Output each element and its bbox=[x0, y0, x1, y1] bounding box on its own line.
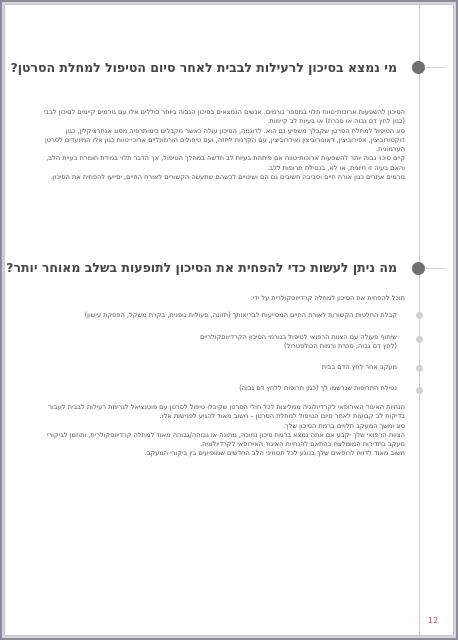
section2-body bbox=[41, 403, 405, 459]
margin-rule bbox=[419, 5, 420, 635]
paragraph: סוג ומשך המעקב תלויים ברמת הסיכון שלך. bbox=[282, 421, 405, 430]
bullet-line: (לחץ דם גבוה, סכרת ורמות הכולסטרול) bbox=[283, 342, 397, 351]
bullet-item-2 bbox=[200, 333, 397, 352]
bullet-marker bbox=[416, 336, 423, 343]
paragraph: הנחיות האיגוד האירופאי לקרדיולוגיה ממליצות לכל חולי הסרטן שקיבלו טיפול לסרטן עם פוטנציאל לגרימת רעילות לבבית לעבור בדיקות לב קבועות לאחר סיום הטיפול למחלת הסרטן – חשוב מאוד להגיע לפגישות אלו. bbox=[48, 403, 405, 421]
bullet-item-4: נטילת התרופות שנרשמו לך (כגון תרופות ללחץ דם גבוה) bbox=[239, 384, 397, 392]
bullet-line: שיתוף פעולה עם הצוות הרפואי לטיפול בגורמי הסיכון הקרדיווסקולריים bbox=[199, 333, 397, 341]
section2-lead: תוכל להפחית את הסיכון למחלה קרדיווסקולרית על ידי: bbox=[250, 294, 405, 302]
bullet-marker bbox=[416, 365, 423, 372]
paragraph: הסיכון להשפעות ארוכות-טווח תלוי במספר גורמים. אנשים הנמצאים בסיכון הגבוה ביותר כוללים אלו עם גורמים קיימים לסיכון לבבי (כגון לחץ דם גבוה או סכרת) או בעיות לב קיימות. bbox=[43, 108, 405, 126]
bullet-marker bbox=[416, 387, 423, 394]
paragraph: חשוב מאוד לדווח לרופאים שלך בנוגע לכל תסמיני הלב החדשים שמופיעים בין ביקורי המעקב. bbox=[144, 449, 405, 458]
paragraph: סוג הטיפול למחלת הסרטן שקבלך משפיע גם הוא. לדוגמה, הסיכון עולה כאשר מקבלים כימותרפיה מסוג אנתרציקלין, כגון דוקסורוביצין, אפירוביצין, דאונורוביצין ואידרוביצין, עם הקרנות לחזה, ועם טיפולים הורמונליים ארוכי-טווח כגון אלו המיועדים לסרטן הערמונית. bbox=[45, 126, 405, 154]
section-marker-1 bbox=[412, 61, 425, 74]
heading-connector-2 bbox=[426, 268, 446, 269]
section-heading-1: מי נמצא בסיכון לרעילות לבבית לאחר סיום הטיפול למחלת הסרטן? bbox=[10, 60, 397, 75]
section1-body bbox=[41, 108, 405, 182]
document-page bbox=[5, 5, 453, 635]
page-frame bbox=[2, 2, 456, 638]
paragraph: גורמים אחרים כגון אורח חיים וסביבה חשובים גם הם ושינויים לכשהם שתעשה הקשורים לאורח החיים, יסייעו להפחית את הסיכון. bbox=[50, 173, 405, 182]
paragraph: קיים סיכוי גבוה יותר להשפעות ארוכות-טווח אם פיתחת בעיות לב חדשה במהלך הטיפול, אך הדבר תלוי במידת חומרת בעיית הלב, והאם בעיה זו חיונית, או לא, בנטילת תרופות ללב. bbox=[46, 154, 405, 172]
section-marker-2 bbox=[412, 262, 425, 275]
page-number: 12 bbox=[428, 616, 439, 625]
bullet-marker bbox=[416, 312, 423, 319]
bullet-item-3: מעקב אחר לחץ הדם בבית bbox=[321, 363, 397, 371]
bullet-item-1: קבלת החלטות הקשורות לאורח החיים המסייעות לבריאותך (תזונה, פעולות גופנית, בקרת משקל, הפסקת עישון) bbox=[84, 311, 397, 319]
heading-connector-1 bbox=[426, 67, 446, 68]
paragraph: הצוות הרפואי שלך יקבע אם אתה נמצא ברמת סיכון נמוכה, מתונה או גבוהה/גבוהה מאוד למחלה קרדיווסקולרית, ותוזמן לביקורי מעקב בתדירות המומלצת בהתאם להנחיות האיגוד האירופאי לקרדיולוגיה. bbox=[46, 430, 405, 449]
section-heading-2: מה ניתן לעשות כדי להפחית את הסיכון לתופעות בשלב מאוחר יותר? bbox=[6, 260, 397, 275]
